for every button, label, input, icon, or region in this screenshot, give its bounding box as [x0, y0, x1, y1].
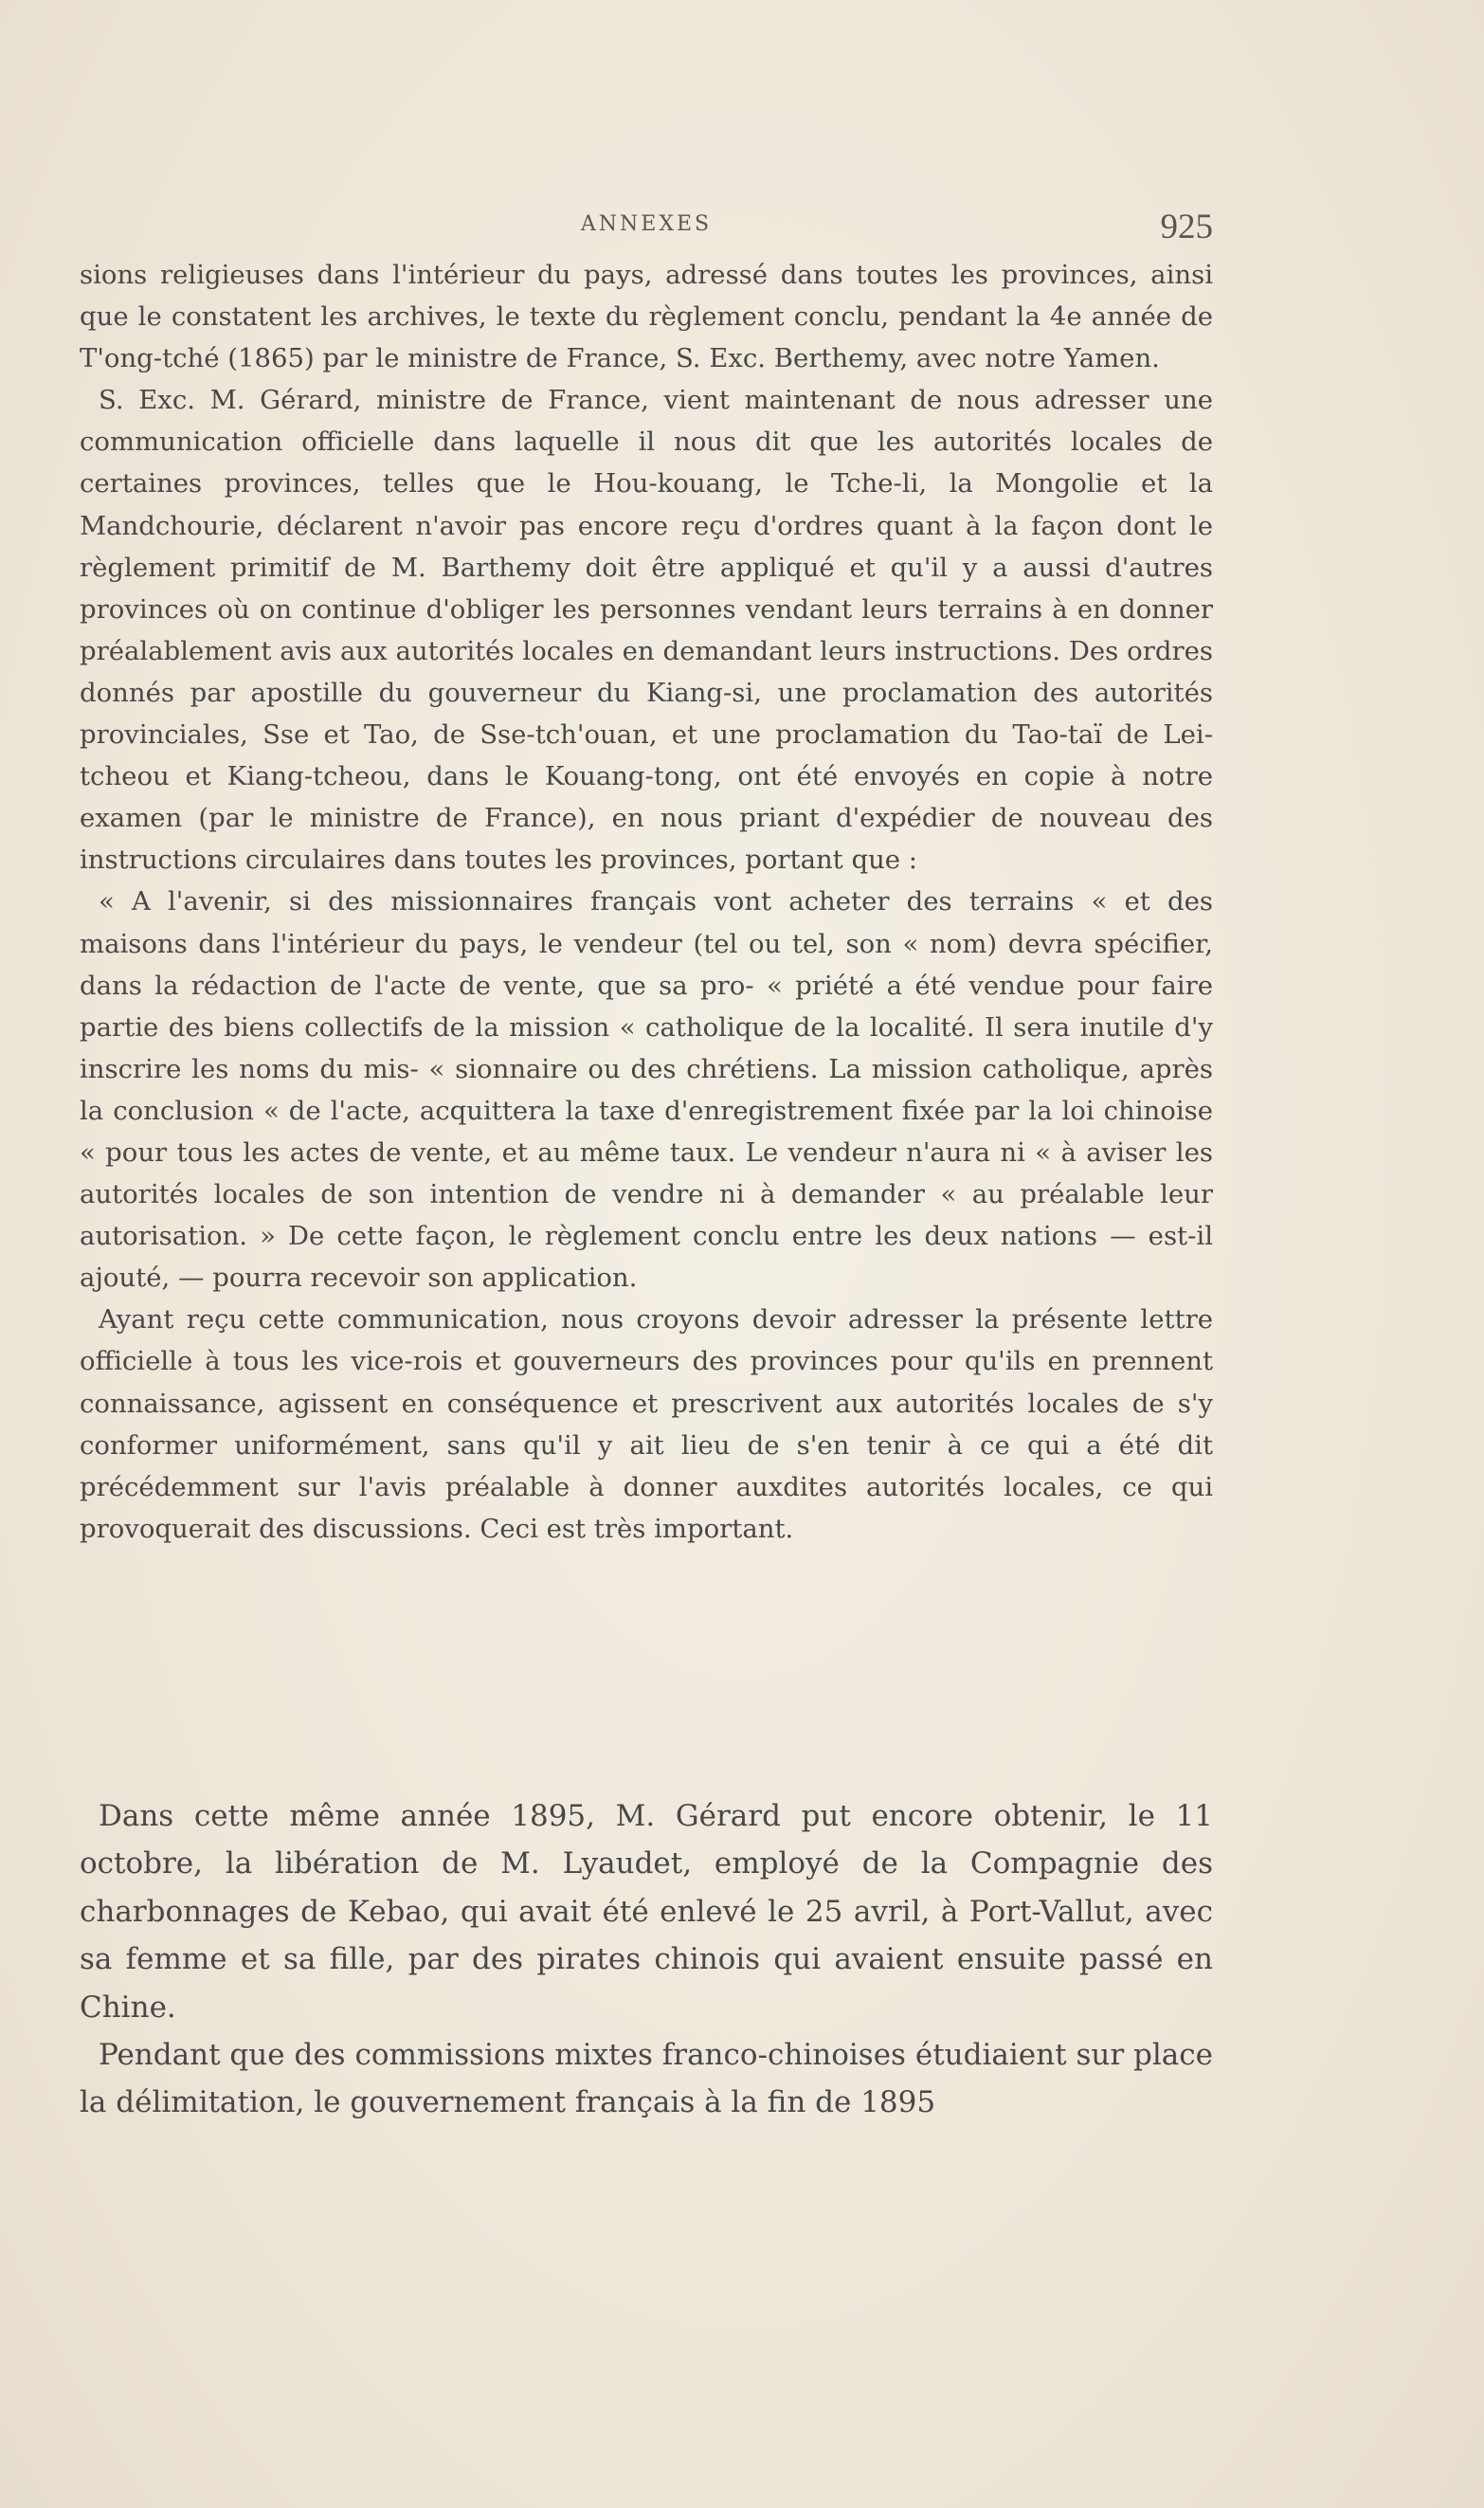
quoted-paragraph-4: Ayant reçu cette communication, nous croyons devoir adresser la présente lettre officielle à tous les vice-rois et gouverneurs des provinces pour qu'ils en prennent connaissance, agissent en conséquence et prescrivent aux autorités locales de s'y conformer uniformément, sans qu'il y ait lieu de s'en tenir à ce qui a été dit précédemment sur l'avis préalable à donner auxdites autorités locales, ce qui provoquerait des discussions. Ceci est très important.	[80, 1304, 1213, 1544]
page-number: 925	[1160, 208, 1213, 246]
running-title: ANNEXES	[580, 212, 713, 236]
main-paragraph-1: Dans cette même année 1895, M. Gérard put encore obtenir, le 11 octobre, la libération de M. Lyaudet, employé de la Compagnie des charbonnages de Kebao, qui avait été enlevé le 25 avril, à Port-Vallut, avec sa femme et sa fille, par des pirates chinois qui avaient ensuite passé en Chine.	[80, 1799, 1213, 2025]
main-paragraph-2: Pendant que des commissions mixtes franco-chinoises étudiaient sur place la délimitation, le gouvernement français à la fin de 1895	[80, 2038, 1213, 2120]
page-header	[80, 208, 1213, 250]
quoted-paragraph-1: sions religieuses dans l'intérieur du pays, adressé dans toutes les provinces, ainsi que le constatent les archives, le texte du règlement conclu, pendant la 4e année de T'ong-tché (1865) par le ministre de France, S. Exc. Berthemy, avec notre Yamen.	[80, 260, 1213, 374]
quoted-paragraph-2: S. Exc. M. Gérard, ministre de France, vient maintenant de nous adresser une communication officielle dans laquelle il nous dit que les autorités locales de certaines provinces, telles que le Hou-kouang, le Tche-li, la Mongolie et la Mandchourie, déclarent n'avoir pas encore reçu d'ordres quant à la façon dont le règlement primitif de M. Barthemy doit être appliqué et qu'il y a aussi d'autres provinces où on continue d'obliger les personnes vendant leurs terrains à en donner préalablement avis aux autorités locales en demandant leurs instructions. Des ordres donnés par apostille du gouverneur du Kiang-si, une proclamation des autorités provinciales, Sse et Tao, de Sse-tch'ouan, et une proclamation du Tao-taï de Lei-tcheou et Kiang-tcheou, dans le Kouang-tong, ont été envoyés en copie à notre examen (par le ministre de France), en nous priant d'expédier de nouveau des instructions circulaires dans toutes les provinces, portant que :	[80, 385, 1213, 876]
quoted-paragraph-3: « A l'avenir, si des missionnaires français vont acheter des terrains « et des maisons dans l'intérieur du pays, le vendeur (tel ou tel, son « nom) devra spécifier, dans la rédaction de l'acte de vente, que sa pro- « priété a été vendue pour faire partie des biens collectifs de la mission « catholique de la localité. Il sera inutile d'y inscrire les noms du mis- « sionnaire ou des chrétiens. La mission catholique, après la conclusion « de l'acte, acquittera la taxe d'enregistrement fixée par la loi chinoise « pour tous les actes de vente, et au même taux. Le vendeur n'aura ni « à aviser les autorités locales de son intention de vendre ni à demander « au préalable leur autorisation. » De cette façon, le règlement conclu entre les deux nations — est-il ajouté, — pourra recevoir son application.	[80, 886, 1213, 1294]
main-text	[80, 1792, 1213, 2127]
quoted-document	[80, 254, 1213, 1550]
